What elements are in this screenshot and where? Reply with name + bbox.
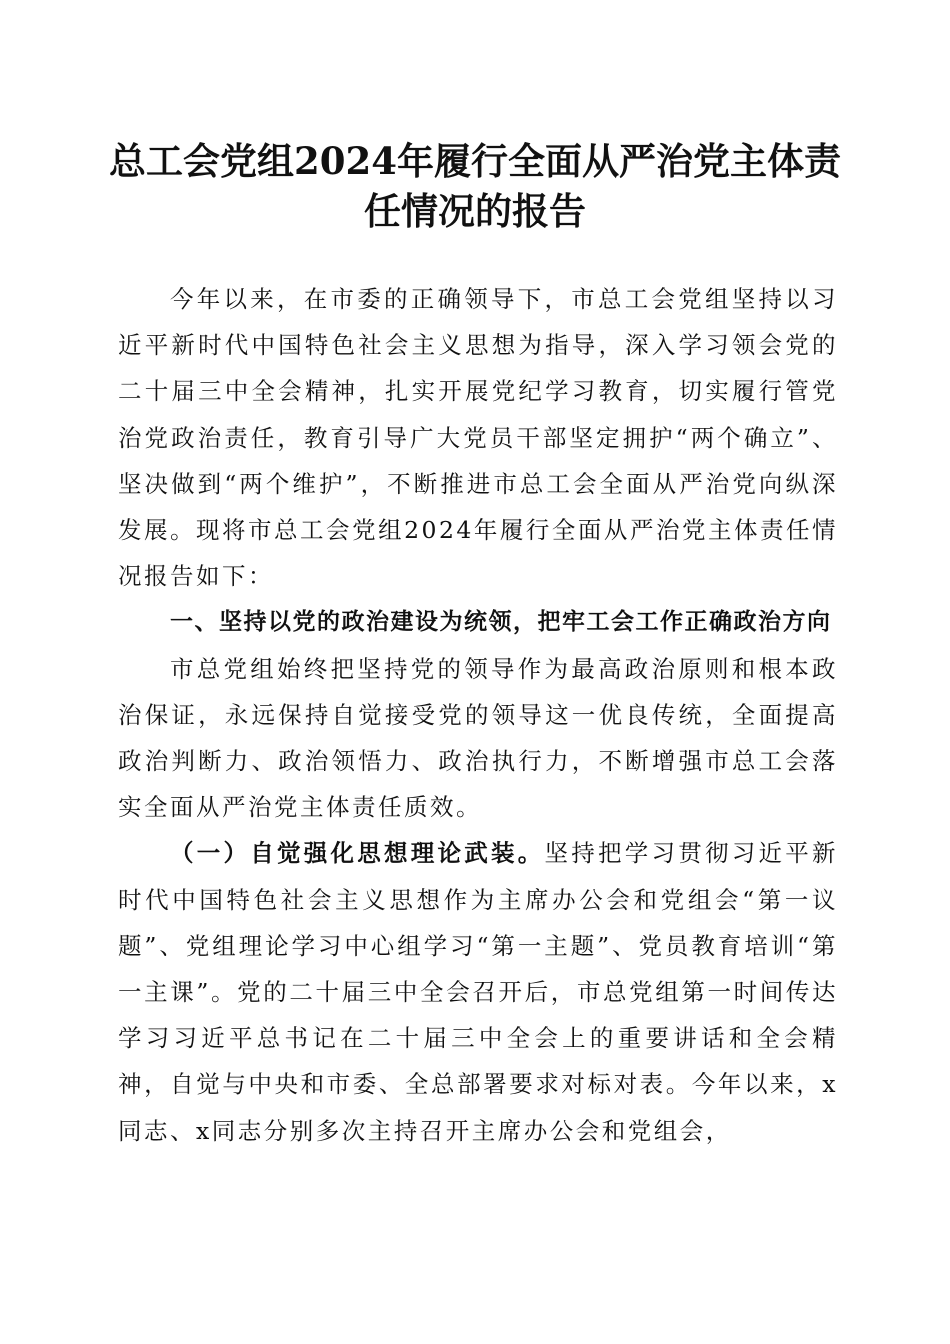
document-body (118, 276, 838, 1154)
section-heading-1: 一、坚持以党的政治建设为统领，把牢工会工作正确政治方向 (170, 609, 832, 636)
section-1-paragraph: 市总党组始终把坚持党的领导作为最高政治原则和根本政治保证，永远保持自觉接受党的领导这一优良传统，全面提高政治判断力、政治领悟力、政治执行力，不断增强市总工会落实全面从严治党主体责任质效。 (118, 654, 838, 822)
subsection-1-lead: （一）自觉强化思想理论武装。 (170, 839, 545, 868)
intro-paragraph: 今年以来，在市委的正确领导下，市总工会党组坚持以习近平新时代中国特色社会主义思想为指导，深入学习领会党的二十届三中全会精神，扎实开展党纪学习教育，切实履行管党治党政治责任，教育引导广大党员干部坚定拥护“两个确立”、坚决做到“两个维护”，不断推进市总工会全面从严治党向纵深发展。现将市总工会党组2024年履行全面从严治党主体责任情况报告如下： (118, 285, 838, 591)
document-title: 总工会党组2024年履行全面从严治党主体责任情况的报告 (109, 139, 841, 233)
subsection-1-paragraph (118, 830, 838, 1153)
subsection-1-text: 坚持把学习贯彻习近平新时代中国特色社会主义思想作为主席办公会和党组会“第一议题”、党组理论学习中心组学习“第一主题”、党员教育培训“第一主课”。党的二十届三中全会召开后，市总党组第一时间传达学习习近平总书记在二十届三中全会上的重要讲话和全会精神，自觉与中央和市委、全总部署要求对标对表。今年以来，x同志、x同志分别多次主持召开主席办公会和党组会， (118, 839, 838, 1145)
